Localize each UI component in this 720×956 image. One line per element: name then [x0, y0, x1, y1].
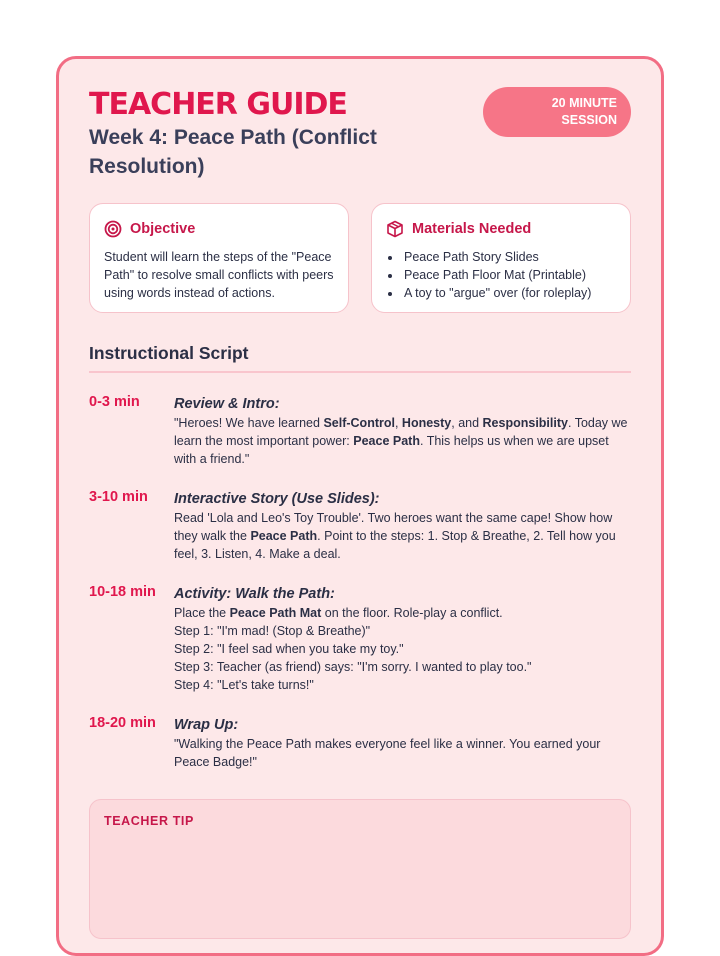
step-text-line — [174, 658, 631, 676]
step-text-line — [174, 622, 631, 640]
text-run: . Today we learn the most important power: — [174, 416, 628, 448]
page-title: TEACHER GUIDE — [89, 87, 347, 122]
step-heading: Activity: Walk the Path: — [174, 586, 335, 602]
badge-line-2: SESSION — [561, 113, 617, 127]
bold-term: Responsibility — [482, 416, 568, 430]
text-run: on the floor. Role-play a conflict. — [321, 606, 503, 620]
step-time: 18-20 min — [89, 715, 156, 731]
bold-term: Peace Path Mat — [229, 606, 322, 620]
step-text — [174, 604, 631, 694]
text-run: Read 'Lola and Leo's Toy Trouble'. Two heroes want the same cape! Show how they walk the — [174, 511, 613, 543]
materials-item: • A toy to "argue" over (for roleplay) — [402, 284, 616, 302]
step-heading: Interactive Story (Use Slides): — [174, 491, 380, 507]
badge-line-1: 20 MINUTE — [551, 96, 617, 110]
target-icon — [104, 220, 122, 238]
text-run: Place the — [174, 606, 230, 620]
objective-title: Objective — [130, 221, 196, 237]
materials-item: • Peace Path Floor Mat (Printable) — [402, 266, 616, 284]
step-time: 3-10 min — [89, 489, 148, 505]
step-text-line — [174, 640, 631, 658]
text-run: Step 4: "Let's take turns!" — [174, 678, 314, 692]
text-run: "Walking the Peace Path makes everyone feel like a winner. You earned your Peace Badge!" — [174, 737, 601, 769]
bold-term: Honesty — [401, 416, 452, 430]
objective-box — [89, 203, 349, 313]
step-text — [174, 414, 631, 468]
page-subtitle: Week 4: Peace Path (Conflict Resolution) — [89, 126, 377, 178]
text-run: , — [394, 416, 402, 430]
text-run: . Point to the steps: 1. Stop & Breathe, 2. Tell how you feel, 3. Listen, 4. Make a deal. — [174, 529, 616, 561]
text-run: "Heroes! We have learned — [174, 416, 324, 430]
step-text-line — [174, 414, 631, 468]
text-run: . This helps us when we are upset with a friend." — [174, 434, 609, 466]
text-run: , and — [451, 416, 483, 430]
step-text-line — [174, 676, 631, 694]
materials-list — [386, 248, 616, 302]
text-run: Step 1: "I'm mad! (Stop & Breathe)" — [174, 624, 371, 638]
step-time: 0-3 min — [89, 394, 140, 410]
box-icon — [386, 220, 404, 238]
step-text — [174, 735, 631, 771]
step-heading: Wrap Up: — [174, 717, 239, 733]
step-heading: Review & Intro: — [174, 396, 280, 412]
text-run: Step 2: "I feel sad when you take my toy." — [174, 642, 404, 656]
script-section-title: Instructional Script — [89, 343, 249, 363]
teacher-tip-box — [89, 799, 631, 939]
bold-term: Peace Path — [353, 434, 420, 448]
step-text-line — [174, 509, 631, 563]
section-divider — [89, 371, 631, 373]
step-time: 10-18 min — [89, 584, 156, 600]
step-text-line — [174, 735, 631, 771]
step-text — [174, 509, 631, 563]
bold-term: Peace Path — [250, 529, 318, 543]
bold-term: Self-Control — [323, 416, 395, 430]
session-length-badge — [483, 87, 631, 137]
teacher-tip-label: TEACHER TIP — [104, 814, 194, 828]
materials-title: Materials Needed — [412, 221, 532, 237]
materials-box — [371, 203, 631, 313]
teacher-guide-card — [56, 56, 664, 956]
text-run: Step 3: Teacher (as friend) says: "I'm sorry. I wanted to play too." — [174, 660, 532, 674]
materials-item: • Peace Path Story Slides — [402, 248, 616, 266]
objective-text: Student will learn the steps of the "Peace Path" to resolve small conflicts with peers using words instead of actions. — [104, 250, 334, 300]
step-text-line — [174, 604, 631, 622]
